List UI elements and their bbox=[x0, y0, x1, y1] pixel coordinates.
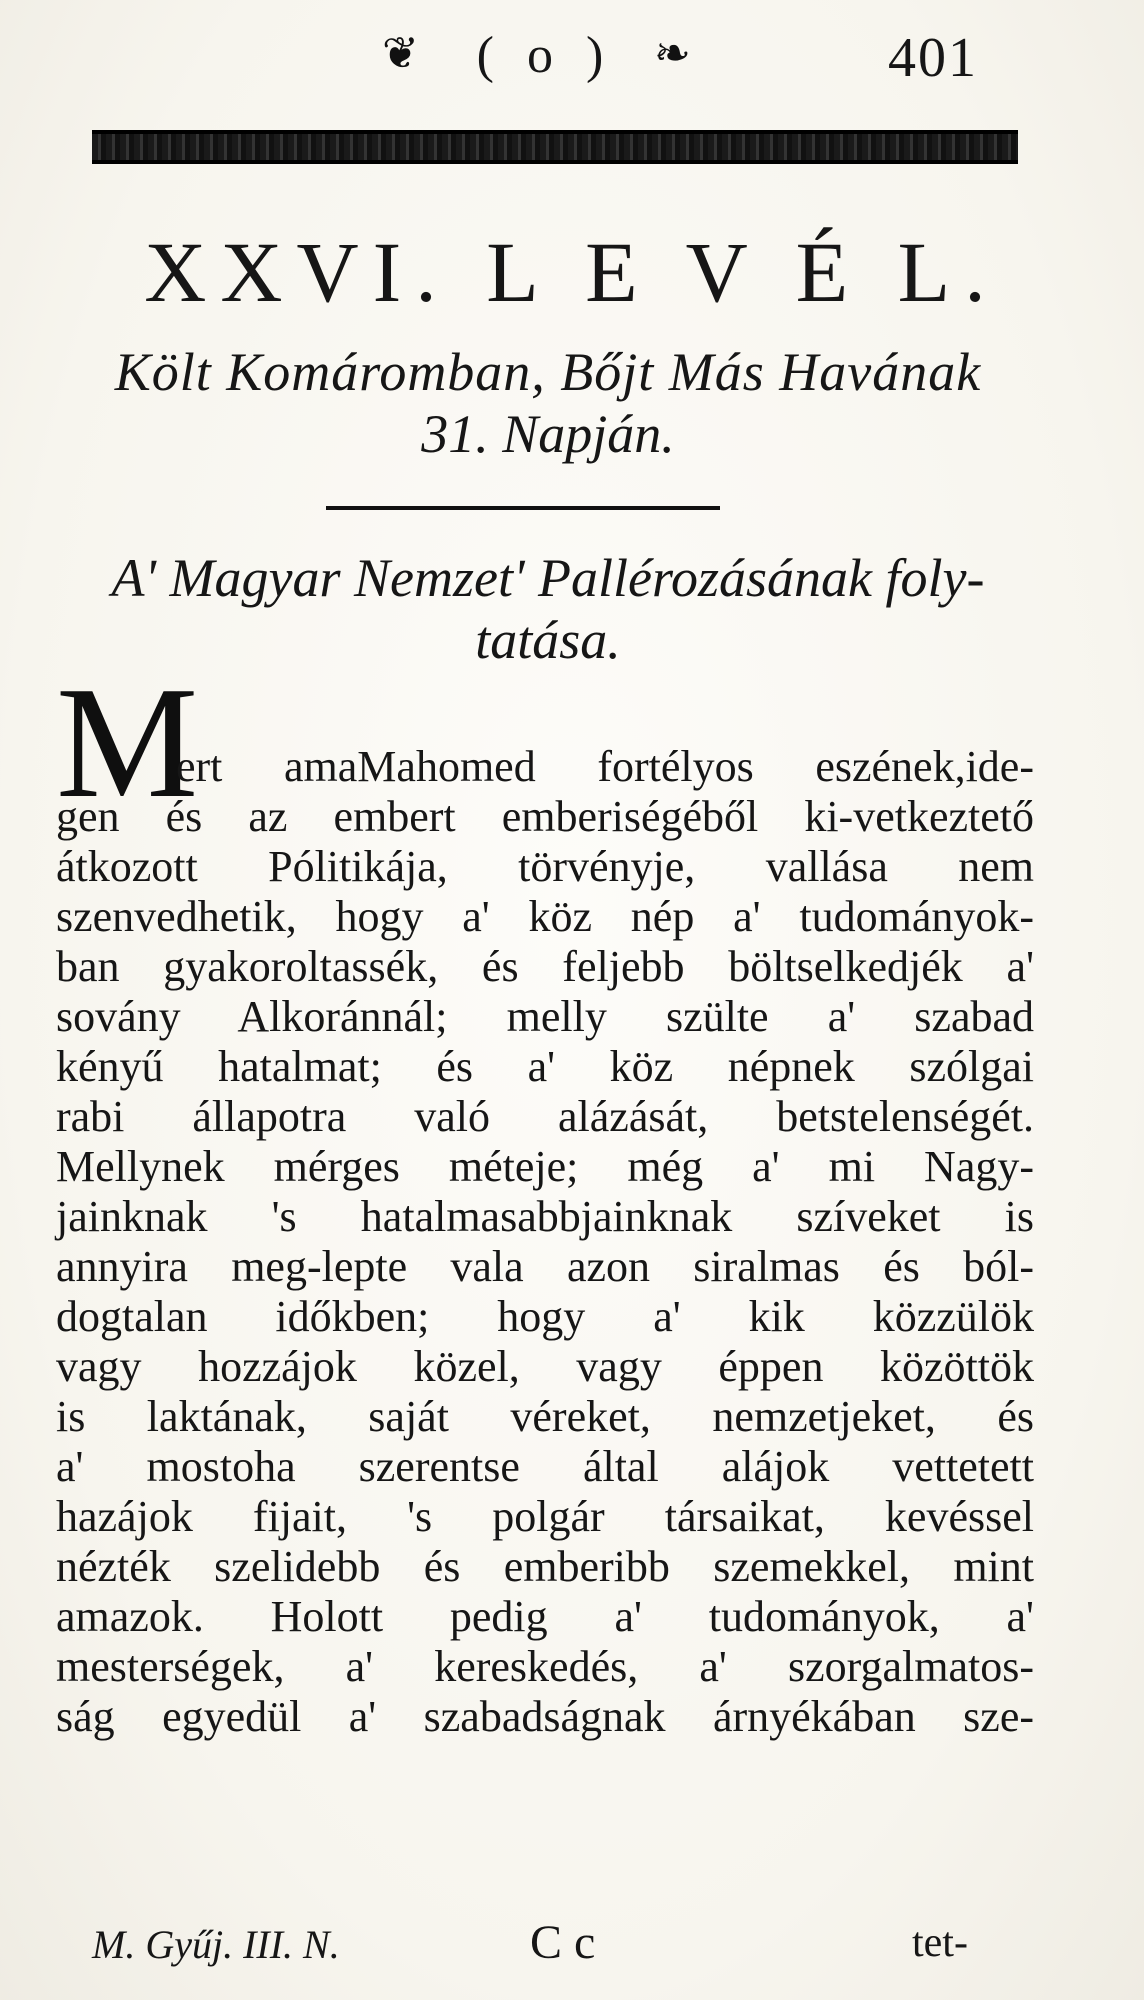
running-head bbox=[0, 18, 1144, 98]
body-line: is laktának, saját véreket, nemzetjeket, és bbox=[56, 1392, 1034, 1441]
body-line: hazájok fijait, 's polgár társaikat, kevéssel bbox=[56, 1492, 1034, 1541]
body-line: vagy hozzájok közel, vagy éppen közöttök bbox=[56, 1342, 1034, 1391]
body-line: annyira meg-lepte vala azon siralmas és ból- bbox=[56, 1242, 1034, 1291]
body-line: dogtalan időkben; hogy a' kik közzülök bbox=[56, 1292, 1034, 1341]
body-line: sovány Alkoránnál; melly szülte a' szabad bbox=[56, 992, 1034, 1041]
page-footer bbox=[0, 1915, 1144, 1975]
dateline-line-2: 31. Napján. bbox=[421, 404, 675, 464]
topic-line-2: tatása. bbox=[475, 610, 621, 670]
ornament-right-icon: ❧ bbox=[654, 28, 691, 79]
body-line: nézték szelidebb és emberibb szemekkel, mint bbox=[56, 1542, 1034, 1591]
body-line: a' mostoha szerentse által alájok vettetett bbox=[56, 1442, 1034, 1491]
catchword: tet- bbox=[912, 1920, 968, 1966]
page-number: 401 bbox=[888, 27, 978, 89]
body-line: Mellynek mérges méteje; még a' mi Nagy- bbox=[56, 1142, 1034, 1191]
decorative-rule bbox=[92, 130, 1018, 164]
body-line: amazok. Holott pedig a' tudományok, a' bbox=[56, 1592, 1034, 1641]
body-line: kényű hatalmat; és a' köz népnek szólgai bbox=[56, 1042, 1034, 1091]
drop-cap: M bbox=[56, 653, 199, 831]
ornament-left-icon: ❦ bbox=[382, 28, 419, 79]
body-line: ság egyedül a' szabadságnak árnyékában sze- bbox=[56, 1692, 1034, 1741]
letter-title: XXVI. L E V É L. bbox=[144, 224, 1000, 320]
body-line: ert amaMahomed fortélyos eszének,ide- bbox=[176, 742, 1034, 791]
dateline-line-1: Költ Komáromban, Bőjt Más Havának bbox=[114, 342, 982, 402]
body-line: gen és az embert emberiségéből ki-vetkeztető bbox=[56, 792, 1034, 841]
topic-line-1: A' Magyar Nemzet' Pallérozásának foly- bbox=[111, 548, 985, 608]
running-head-center: ( o ) bbox=[476, 27, 614, 84]
body-line: rabi állapotra való alázását, betstelenségét. bbox=[56, 1092, 1034, 1141]
body-line: jainknak 's hatalmasabbjainknak szíveket is bbox=[56, 1192, 1034, 1241]
signature-mark: M. Gyűj. III. N. bbox=[92, 1922, 340, 1967]
body-line: mesterségek, a' kereskedés, a' szorgalmatos- bbox=[56, 1642, 1034, 1691]
body-line: ban gyakoroltassék, és feljebb böltselkedjék a' bbox=[56, 942, 1034, 991]
gathering-mark: C c bbox=[530, 1916, 596, 1969]
section-divider bbox=[326, 506, 720, 510]
body-line: átkozott Pólitikája, törvényje, vallása nem bbox=[56, 842, 1034, 891]
body-line: szenvedhetik, hogy a' köz nép a' tudományok- bbox=[56, 892, 1034, 941]
